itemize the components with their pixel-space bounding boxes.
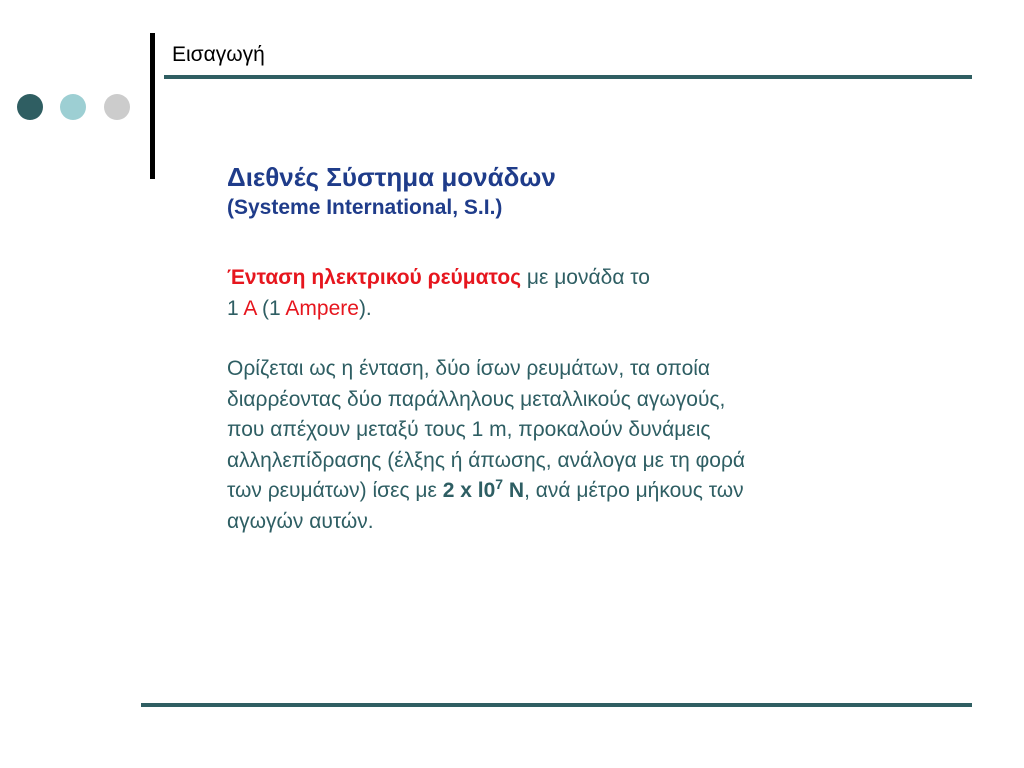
explanation-line-4: αλληλεπίδρασης (έλξης ή άπωσης, ανάλογα με τη φορά [227, 448, 746, 472]
force-mantissa: 2 x l0 [442, 479, 496, 502]
unit-name: Ampere [285, 296, 359, 320]
force-unit: N [503, 479, 525, 502]
quantity-term: Ένταση ηλεκτρικού ρεύματος [227, 266, 522, 289]
slide-subtitle: (Systeme International, S.I.) [227, 196, 503, 219]
definition-line-2 [227, 294, 927, 325]
explanation-line-3: που απέχουν μεταξύ τους 1 m, προκαλούν δυνάμεις [227, 418, 711, 441]
title-accent-bar [150, 33, 155, 179]
force-exponent: 7 [495, 476, 504, 492]
line5-prefix: των ρευμάτων) ίσες με [227, 479, 443, 502]
unit-end: ). [358, 296, 372, 320]
section-title: Εισαγωγή [172, 43, 265, 66]
explanation-line-2: διαρρέοντας δύο παράλληλους μεταλλικούς αγωγούς, [227, 387, 726, 411]
definition-line-1 [227, 263, 927, 294]
decorative-dot-gray [104, 94, 130, 120]
term-suffix: με μονάδα το [521, 266, 650, 289]
line5-suffix: , ανά μέτρο μήκους των [524, 479, 744, 502]
decorative-dot-dark [17, 94, 43, 120]
explanation-line-6: αγωγών αυτών. [227, 509, 374, 533]
force-value [442, 476, 525, 502]
explanation-line-1: Ορίζεται ως η ένταση, δύο ίσων ρευμάτων, τα οποία [227, 357, 711, 380]
unit-symbol: A [243, 296, 257, 320]
unit-prefix: 1 [227, 296, 244, 320]
decorative-dot-light [60, 94, 86, 120]
footer-divider [141, 703, 972, 707]
explanation-paragraph [227, 354, 927, 537]
explanation-line-5 [227, 476, 927, 507]
definition-paragraph [227, 263, 927, 324]
unit-mid: (1 [256, 296, 286, 320]
header-divider [164, 75, 972, 79]
slide-content [227, 160, 927, 537]
slide-title: Διεθνές Σύστημα μονάδων [227, 162, 556, 192]
